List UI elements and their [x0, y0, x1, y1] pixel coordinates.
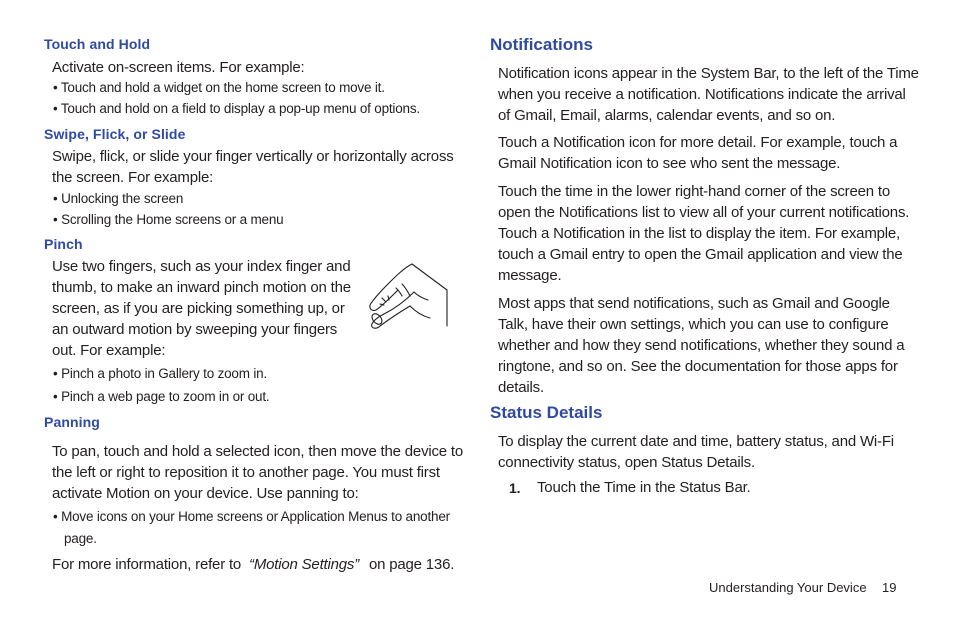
- more-info-prefix: For more information, refer to: [52, 556, 242, 573]
- pinch-intro-line: screen, as if you are picking something up, or: [52, 300, 345, 317]
- pinch-intro-line: Use two fingers, such as your index finger and: [52, 258, 351, 275]
- paragraph-line: of Gmail, Email, alarms, calendar events, and so on.: [498, 107, 836, 124]
- paragraph-line: connectivity status, open Status Details.: [498, 454, 755, 471]
- paragraph-line: whether and how they send notifications, whether they sound a: [498, 337, 905, 354]
- paragraph-line: when you receive a notification. Notifications indicate the arrival: [498, 86, 906, 103]
- pinch-gesture-hand-icon: [352, 262, 450, 330]
- step-text: Touch the Time in the Status Bar.: [537, 479, 751, 496]
- panning-intro-line: the left or right to reposition it to another page. You must first: [52, 464, 440, 481]
- swipe-intro-line: the screen. For example:: [52, 169, 214, 186]
- paragraph-line: message.: [498, 267, 562, 284]
- bullet-item: • Pinch a photo in Gallery to zoom in.: [53, 366, 267, 381]
- step-number: 1.: [509, 480, 521, 496]
- more-info-line: [52, 554, 454, 575]
- paragraph-line: Gmail Notification icon to see who sent the message.: [498, 155, 841, 172]
- pinch-intro-line: thumb, to make an inward pinch motion on the: [52, 279, 351, 296]
- touch-hold-heading: Touch and Hold: [44, 36, 151, 52]
- bullet-item: • Scrolling the Home screens or a menu: [53, 212, 284, 227]
- swipe-intro-line: Swipe, flick, or slide your finger vertically or horizontally across: [52, 148, 454, 165]
- bullet-item: • Touch and hold on a field to display a pop-up menu of options.: [53, 101, 420, 116]
- paragraph-line: Touch a Notification icon for more detail. For example, touch a: [498, 134, 898, 151]
- bullet-item: • Touch and hold a widget on the home screen to move it.: [53, 80, 385, 95]
- swipe-heading: Swipe, Flick, or Slide: [44, 126, 186, 142]
- paragraph-line: ringtone, and so on. See the documentation for those apps for: [498, 358, 898, 375]
- touch-hold-intro: Activate on-screen items. For example:: [52, 59, 305, 76]
- status-details-heading: Status Details: [490, 403, 603, 422]
- bullet-item: • Unlocking the screen: [53, 191, 184, 206]
- paragraph-line: open the Notifications list to view all of your current notifications.: [498, 204, 910, 221]
- panning-intro-line: activate Motion on your device. Use panning to:: [52, 485, 359, 502]
- paragraph-line: Talk, have their own settings, which you can use to configure: [498, 316, 889, 333]
- pinch-heading: Pinch: [44, 236, 83, 252]
- bullet-item: • Move icons on your Home screens or Application Menus to another: [53, 509, 450, 524]
- paragraph-line: Touch a Notification in the list to display the item. For example,: [498, 225, 900, 242]
- panning-intro-line: To pan, touch and hold a selected icon, then move the device to: [52, 443, 464, 460]
- panning-heading: Panning: [44, 414, 100, 430]
- pinch-intro-line: an outward motion by sweeping your fingers: [52, 321, 338, 338]
- pinch-intro-line: out. For example:: [52, 342, 166, 359]
- paragraph-line: Most apps that send notifications, such as Gmail and Google: [498, 295, 890, 312]
- paragraph-line: details.: [498, 379, 544, 396]
- page-number: 19: [882, 580, 897, 595]
- more-info-suffix: on page 136.: [369, 556, 455, 573]
- paragraph-line: Notification icons appear in the System Bar, to the left of the Time: [498, 65, 919, 82]
- notifications-heading: Notifications: [490, 35, 593, 54]
- motion-settings-link[interactable]: “Motion Settings”: [249, 556, 360, 573]
- bullet-item-continued: page.: [64, 531, 97, 546]
- paragraph-line: Touch the time in the lower right-hand corner of the screen to: [498, 183, 890, 200]
- bullet-item: • Pinch a web page to zoom in or out.: [53, 389, 270, 404]
- paragraph-line: To display the current date and time, battery status, and Wi-Fi: [498, 433, 894, 450]
- paragraph-line: touch a Gmail entry to open the Gmail application and view the: [498, 246, 903, 263]
- footer-section-title: Understanding Your Device: [709, 580, 867, 595]
